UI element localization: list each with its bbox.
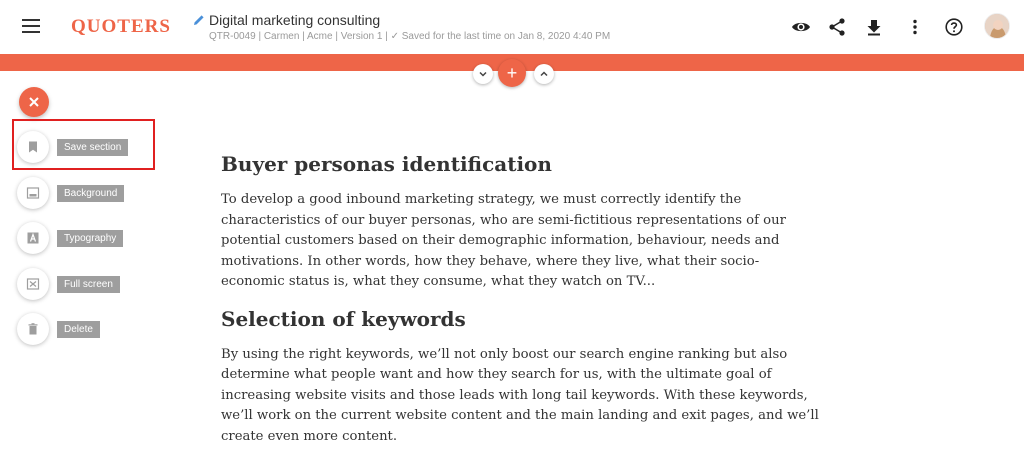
heading-text: Selection of keywords [221, 306, 466, 331]
pencil-icon[interactable] [193, 14, 205, 26]
more-vert-icon[interactable] [905, 17, 925, 37]
close-icon [19, 87, 49, 117]
save-section-label[interactable]: Save section [57, 139, 128, 156]
section-heading[interactable] [221, 307, 821, 331]
move-down-button[interactable] [473, 64, 493, 84]
document-content [221, 152, 821, 461]
paragraph-text: To develop a good inbound marketing strategy, we must correctly identify the characteristics of our buyer personas, who are semi-fictitious representations of our potential customers based on their demographic information, behaviour, needs and motivations. In other words, how they behave, where they live, what their socio-economic status is, what they consume, what they watch on TV... [221, 192, 786, 289]
move-up-button[interactable] [534, 64, 554, 84]
section-heading[interactable] [221, 152, 821, 176]
typography-label[interactable]: Typography [57, 230, 123, 247]
background-button[interactable] [17, 177, 49, 209]
image-icon [26, 186, 40, 200]
highlight-annotation [12, 119, 155, 170]
section-paragraph[interactable] [221, 345, 821, 448]
delete-label[interactable]: Delete [57, 321, 100, 338]
section-paragraph[interactable] [221, 190, 821, 293]
share-icon[interactable] [827, 17, 847, 37]
app-header [0, 0, 1024, 54]
help-icon[interactable] [944, 17, 964, 37]
menu-icon[interactable] [22, 19, 40, 33]
download-icon[interactable] [864, 17, 884, 37]
trash-icon [26, 322, 40, 336]
heading-text: Buyer personas identification [221, 152, 552, 176]
chevron-down-icon [478, 69, 488, 79]
fullscreen-button[interactable] [17, 268, 49, 300]
fullscreen-label[interactable]: Full screen [57, 276, 120, 293]
typography-icon [26, 231, 40, 245]
eye-icon[interactable] [791, 17, 811, 37]
close-tools-button[interactable] [19, 87, 49, 117]
delete-button[interactable] [17, 313, 49, 345]
typography-button[interactable] [17, 222, 49, 254]
add-section-button[interactable]: + [498, 59, 526, 87]
background-label[interactable]: Background [57, 185, 124, 202]
avatar[interactable] [984, 13, 1010, 39]
paragraph-text: By using the right keywords, we’ll not only boost our search engine ranking but also determine what people want and how they search for us, with the ultimate goal of increasing website visits and those leads with long tail keywords. With these keywords, we’ll work on the current website content and the main landing and exit pages, and we’ll create even more content. [221, 346, 819, 444]
document-title[interactable]: Digital marketing consulting [209, 12, 381, 28]
app-logo: QUOTERS [71, 16, 171, 37]
chevron-up-icon [539, 69, 549, 79]
document-meta: QTR-0049 | Carmen | Acme | Version 1 | ✓ Saved for the last time on Jan 8, 2020 4:40 PM [209, 31, 611, 42]
fullscreen-icon [26, 277, 40, 291]
